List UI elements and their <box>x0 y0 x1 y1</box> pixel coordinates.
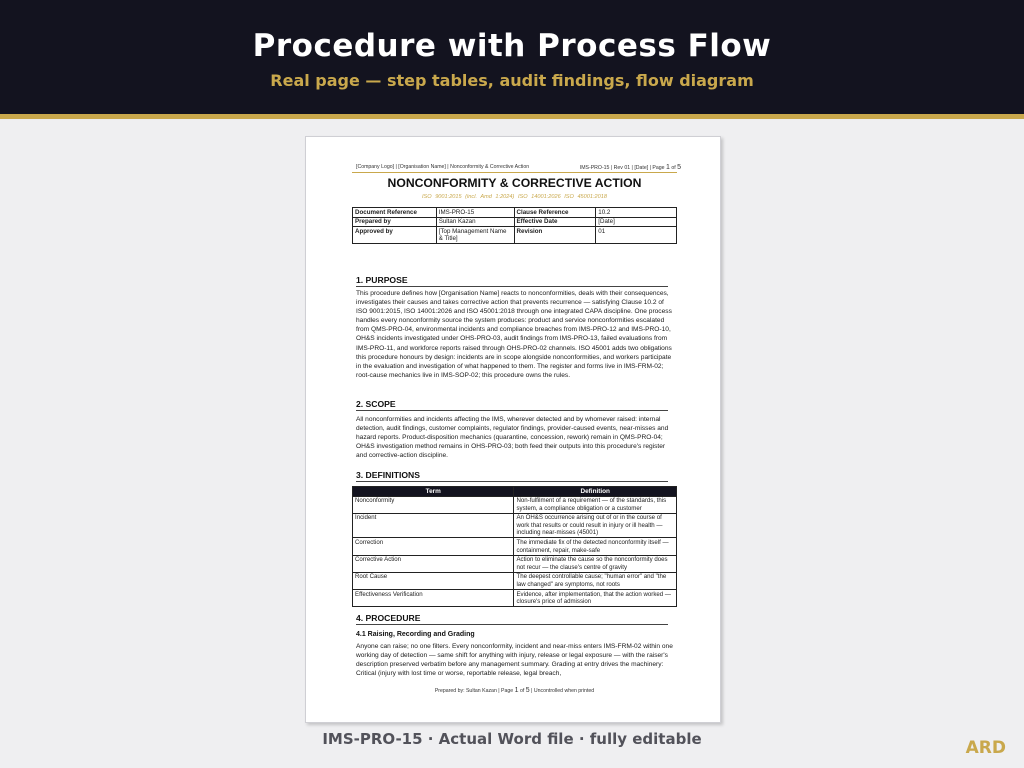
standard-9001: ISO 9001:2015 (incl. Amd 1:2024) <box>422 194 515 200</box>
meta-label: Effective Date <box>514 217 596 227</box>
header-page-total: 5 <box>677 164 681 171</box>
meta-row <box>353 227 677 244</box>
meta-label: Approved by <box>353 227 437 244</box>
term-cell: Corrective Action <box>353 555 514 572</box>
table-row <box>353 555 677 572</box>
meta-value: 01 <box>596 227 677 244</box>
meta-value: IMS-PRO-15 <box>436 208 514 218</box>
header-page-num: 1 <box>665 164 670 171</box>
gold-divider <box>0 114 1024 119</box>
term-cell: Correction <box>353 538 514 555</box>
table-row <box>353 538 677 555</box>
subsection-heading: 4.1 Raising, Recording and Grading <box>356 631 475 638</box>
header-ref: IMS-PRO-15 | Rev 01 | [Date] | Page <box>579 165 666 171</box>
definitions-table <box>352 486 677 607</box>
document-control-table <box>352 207 677 244</box>
banner-subtitle: Real page — step tables, audit findings, flow diagram <box>270 71 754 90</box>
meta-label: Document Reference <box>353 208 437 218</box>
meta-row <box>353 208 677 218</box>
meta-value: [Top Management Name & Title] <box>436 227 514 244</box>
column-header-definition: Definition <box>514 487 677 497</box>
running-header-left: [Company Logo] | [Organisation Name] | Nonconformity & Corrective Action <box>356 164 530 170</box>
meta-label: Revision <box>514 227 596 244</box>
meta-value: Sultan Kazan <box>436 217 514 227</box>
header-of: of <box>669 165 678 171</box>
meta-label: Prepared by <box>353 217 437 227</box>
brand-logo-text: ARD <box>965 738 1006 758</box>
definition-cell: The immediate fix of the detected nonconformity itself — containment, repair, make-safe <box>514 538 677 555</box>
definitions-header-row <box>353 487 677 497</box>
procedure-text: Anyone can raise; no one filters. Every nonconformity, incident and near-miss enters IMS-FRM-02 within one working day of detection — same shift for anything with injury, release or legal exposure — with the raiser's description preserved verbatim before any management summary. Grading at entry drives the machinery: Critical (injury with lost time or worse, reportable release, legal breach, <box>356 643 673 678</box>
standard-45001: ISO 45001:2018 <box>564 194 607 200</box>
purpose-text: This procedure defines how [Organisation Name] reacts to nonconformities, deals with their consequences, investigates their causes and takes corrective action that prevents recurrence — satisfying Clause 10.2 of ISO 9001:2015, ISO 14001:2026 and ISO 45001:2018 through one integrated CAPA discipline. One process handles every nonconformity source the system produces: product and service nonconformities escalated from QMS-PRO-04, environmental incidents and compliance breaches from IMS-PRO-12 and IMS-PRO-10, OH&S incidents investigated under OHS-PRO-03, audit findings from IMS-PRO-13, failed evaluations from IMS-PRO-11, and workforce reports raised through OHS-PRO-02 channels. ISO 45001 adds two obligations this procedure honours by design: incidents are in scope alongside nonconformities, and workers participate in the evaluation and investigation of what happened to them. The register and forms live in IMS-FRM-02; root-cause mechanics live in IMS-SOP-02; this procedure owns the rules. <box>356 290 672 379</box>
document-title: NONCONFORMITY & CORRECTIVE ACTION <box>387 176 642 190</box>
footer-page-num: 1 <box>514 687 519 694</box>
standards-line <box>352 194 677 200</box>
table-row <box>353 513 677 538</box>
table-row <box>353 572 677 589</box>
header-banner <box>0 0 1024 114</box>
definition-cell: The deepest controllable cause; "human error" and "the law changed" are symptoms, not roots <box>514 572 677 589</box>
running-footer <box>352 687 677 694</box>
standard-14001: ISO 14001:2026 <box>517 194 561 200</box>
footer-of: of <box>518 688 526 694</box>
scope-text: All nonconformities and incidents affecting the IMS, wherever detected and by whomever raised: internal detection, audit findings, customer complaints, regulator findings, provider-caused events, near-misses and hazard reports. Product-disposition mechanics (quarantine, concession, rework) remain in QMS-PRO-04; OH&S investigation method remains in OHS-PRO-03; both feed their outputs into this procedure's register and corrective-action discipline. <box>356 416 669 460</box>
definition-cell: Non-fulfilment of a requirement — of the standards, this system, a compliance obligation or a customer <box>514 496 677 513</box>
table-row <box>353 590 677 607</box>
section-heading-scope: 2. SCOPE <box>356 399 668 411</box>
running-header <box>352 162 681 173</box>
section-heading-definitions: 3. DEFINITIONS <box>356 470 668 482</box>
section-heading-procedure: 4. PROCEDURE <box>356 613 668 625</box>
bottom-caption: IMS-PRO-15 · Actual Word file · fully editable <box>322 730 702 748</box>
section-heading-purpose: 1. PURPOSE <box>356 275 668 287</box>
meta-value: 10.2 <box>596 208 677 218</box>
column-header-term: Term <box>353 487 514 497</box>
definition-cell: Action to eliminate the cause so the nonconformity does not recur — the clause's centre of gravity <box>514 555 677 572</box>
footer-page-total: 5 <box>525 687 530 694</box>
meta-label: Clause Reference <box>514 208 596 218</box>
definition-cell: An OH&S occurrence arising out of or in the course of work that results or could result in injury or ill health — including near-misses (45001) <box>514 513 677 538</box>
term-cell: Nonconformity <box>353 496 514 513</box>
footer-suffix: | Uncontrolled when printed <box>529 688 595 694</box>
meta-row <box>353 217 677 227</box>
table-row <box>353 496 677 513</box>
meta-value: [Date] <box>596 217 677 227</box>
term-cell: Root Cause <box>353 572 514 589</box>
running-header-right <box>580 164 681 171</box>
term-cell: Effectiveness Verification <box>353 590 514 607</box>
document-page <box>305 136 721 723</box>
banner-title: Procedure with Process Flow <box>252 28 772 64</box>
footer-prefix: Prepared by: Sultan Kazan | Page <box>434 688 515 694</box>
definition-cell: Evidence, after implementation, that the action worked — closure's price of admission <box>514 590 677 607</box>
term-cell: Incident <box>353 513 514 538</box>
